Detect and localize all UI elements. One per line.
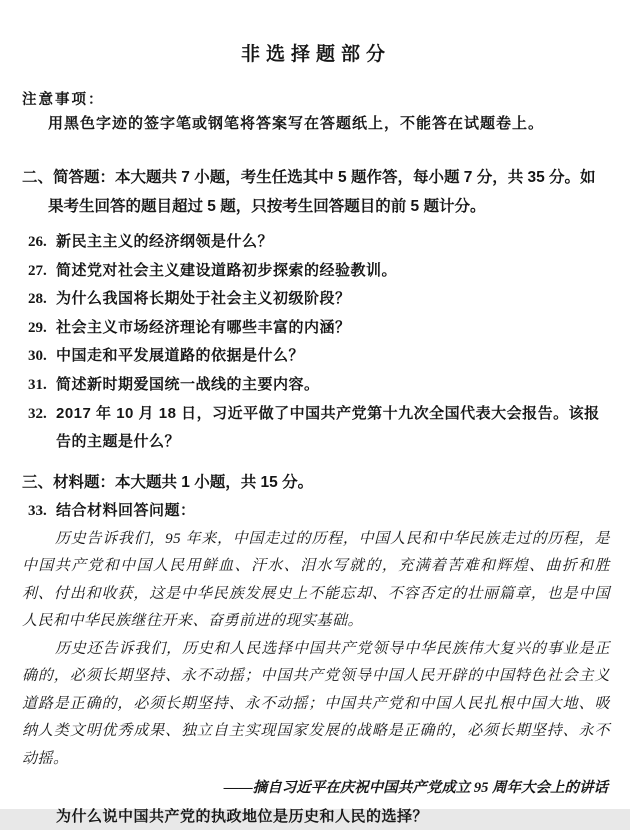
question-number: 28. (28, 291, 47, 308)
question-row-27 (22, 257, 610, 286)
page-title: 非选择题部分 (240, 44, 391, 65)
question-number: 33. (28, 503, 47, 520)
question-number: 29. (28, 319, 47, 336)
question-row-30 (22, 342, 610, 371)
question-number: 30. (28, 348, 47, 365)
question-text: 新民主主义的经济纲领是什么？ (56, 233, 274, 250)
question-row-28 (22, 285, 610, 314)
question-row-31 (22, 371, 610, 400)
section-two-heading: 二、简答题：本大题共 7 小题，考生任选其中 5 题作答，每小题 7 分，共 35 分。如果考生回答的题目超过 5 题，只按考生回答题目的前 5 题计分。 (22, 169, 596, 215)
question-row-26 (22, 228, 610, 257)
source-attribution: ——摘自习近平在庆祝中国共产党成立 95 周年大会上的讲话 (223, 780, 608, 797)
question-text: 简述党对社会主义建设道路初步探索的经验教训。 (56, 261, 398, 279)
material-paragraph-2: 历史还告诉我们，历史和人民选择中国共产党领导中华民族伟大复兴的事业是正确的，必须长期坚持、永不动摇；中国共产党领导中国人民开辟的中国特色社会主义道路是正确的，必须长期坚持、永不动摇；中国共产党和中国人民扎根中国大地、吸纳人类文明优秀成果、独立自主实现国家发展的战略是正确的，必须长期坚持、永不动摇。 (22, 640, 610, 767)
material-paragraph-1: 历史告诉我们，95 年来，中国走过的历程，中国人民和中华民族走过的历程，是中国共产党和中国人民用鲜血、汗水、泪水写就的，充满着苦难和辉煌、曲折和胜利、付出和收获，这是中华民族发展史上不能忘却、不容否定的壮丽篇章，也是中国人民和中华民族继往开来、奋勇前进的现实基础。 (22, 530, 610, 630)
question-number: 32. (28, 405, 47, 422)
question-text: 2017 年 10 月 18 日，习近平做了中国共产党第十九次全国代表大会报告。该报告的主题是什么？ (56, 404, 600, 451)
notice-body: 用黑色字迹的签字笔或钢笔将答案写在答题纸上，不能答在试题卷上。 (48, 116, 545, 132)
question-row-29 (22, 314, 610, 343)
question-row-32 (22, 400, 610, 457)
question-row-33 (22, 497, 610, 526)
question-text: 为什么我国将长期处于社会主义初级阶段？ (56, 290, 351, 308)
question-text: 简述新时期爱国统一战线的主要内容。 (56, 375, 320, 393)
section-three-heading: 三、材料题：本大题共 1 小题，共 15 分。 (22, 473, 314, 491)
question-text: 中国走和平发展道路的依据是什么？ (56, 347, 305, 365)
question-number: 26. (28, 234, 47, 250)
question-number: 31. (28, 376, 47, 393)
notice-heading: 注意事项： (22, 92, 105, 108)
question-list (22, 228, 610, 457)
question-number: 27. (28, 262, 47, 279)
question-lead: 结合材料回答问题： (56, 502, 196, 520)
material-question: 为什么说中国共产党的执政地位是历史和人民的选择？ (56, 808, 429, 826)
question-text: 社会主义市场经济理论有哪些丰富的内涵？ (56, 318, 351, 336)
